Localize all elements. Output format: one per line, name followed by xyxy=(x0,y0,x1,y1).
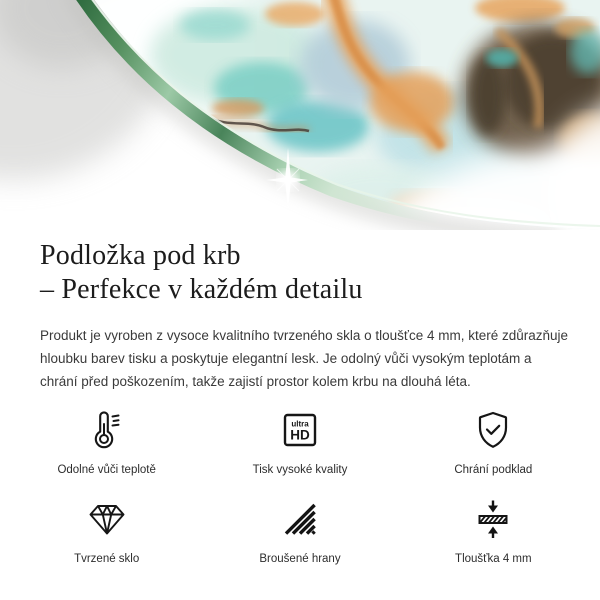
features-grid xyxy=(10,408,590,566)
thickness-icon xyxy=(471,497,515,541)
page-title xyxy=(40,239,570,307)
ultra-hd-icon xyxy=(278,408,322,452)
page-title-line2: – Perfekce v každém detailu xyxy=(40,274,363,305)
feature-label: Chrání podklad xyxy=(454,464,533,476)
feature-item-thickness xyxy=(397,497,590,566)
feature-item-ground-edges xyxy=(203,497,396,566)
feature-item-tempered-glass xyxy=(10,497,203,566)
beveled-edges-icon xyxy=(278,497,322,541)
product-glass-photo xyxy=(0,0,600,230)
product-hero xyxy=(0,0,600,230)
feature-item-protects-surface xyxy=(397,408,590,477)
feature-label: Tvrzené sklo xyxy=(74,553,140,565)
feature-label: Tisk vysoké kvality xyxy=(252,464,348,476)
thermometer-icon xyxy=(85,408,129,452)
ultra-hd-icon-text-top: ultra xyxy=(291,419,309,429)
feature-label: Tloušťka 4 mm xyxy=(455,553,532,565)
shield-check-icon xyxy=(471,408,515,452)
page-title-line1: Podložka pod krb xyxy=(40,240,241,271)
feature-label: Odolné vůči teplotě xyxy=(57,464,156,476)
feature-item-print-quality xyxy=(203,408,396,477)
product-info-section xyxy=(0,239,600,393)
feature-label: Broušené hrany xyxy=(259,553,341,565)
product-description: Produkt je vyroben z vysoce kvalitního tvrzeného skla o tloušťce 4 mm, které zdůrazňuje hloubku barev tisku a poskytuje elegantní lesk. Je odolný vůči vysokým teplotám a chrání před poškozením, takže zajistí prostor kolem krbu na dlouhá léta. xyxy=(40,328,569,389)
diamond-icon xyxy=(85,497,129,541)
feature-item-heat-resistant xyxy=(10,408,203,477)
ultra-hd-icon-text-bottom: HD xyxy=(290,427,310,443)
